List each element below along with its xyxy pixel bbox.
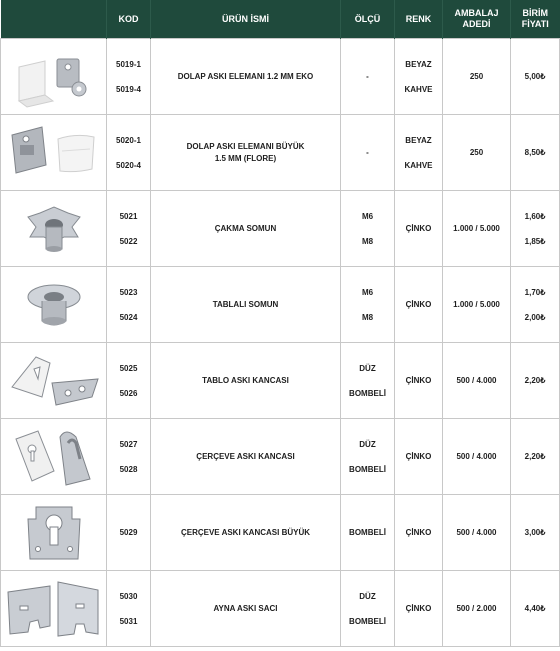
cell-codes: 5021 5022 (107, 191, 151, 267)
cell-price: 4,40₺ (511, 571, 560, 647)
cell-size: BOMBELİ (341, 495, 395, 571)
cell-image (1, 191, 107, 267)
cell-image (1, 115, 107, 191)
table-row (1, 571, 560, 647)
tee-nut-icon (14, 197, 94, 261)
cell-codes: 5023 5024 (107, 267, 151, 343)
cell-pack: 250 (443, 39, 511, 115)
cell-price: 2,20₺ (511, 419, 560, 495)
table-row (1, 343, 560, 419)
mirror-hanger-plate-icon (4, 576, 104, 642)
cell-name: ÇERÇEVE ASKI KANCASI BÜYÜK (151, 495, 341, 571)
cell-name: AYNA ASKI SACI (151, 571, 341, 647)
header-kod: KOD (107, 0, 151, 39)
header-urun: ÜRÜN İSMİ (151, 0, 341, 39)
cell-image (1, 343, 107, 419)
picture-hook-icon (6, 349, 102, 413)
cell-color: BEYAZ KAHVE (395, 115, 443, 191)
cell-name: DOLAP ASKI ELEMANI BÜYÜK 1.5 MM (FLORE) (151, 115, 341, 191)
cell-name: TABLO ASKI KANCASI (151, 343, 341, 419)
cell-codes: 5019-1 5019-4 (107, 39, 151, 115)
cell-name: ÇAKMA SOMUN (151, 191, 341, 267)
table-row (1, 495, 560, 571)
cell-pack: 500 / 4.000 (443, 419, 511, 495)
table-row (1, 39, 560, 115)
cell-name: ÇERÇEVE ASKI KANCASI (151, 419, 341, 495)
cell-color: ÇİNKO (395, 495, 443, 571)
cell-codes: 5020-1 5020-4 (107, 115, 151, 191)
cell-pack: 500 / 4.000 (443, 495, 511, 571)
cell-price: 1,70₺ 2,00₺ (511, 267, 560, 343)
cell-color: ÇİNKO (395, 343, 443, 419)
header-olcu: ÖLÇÜ (341, 0, 395, 39)
cell-price: 2,20₺ (511, 343, 560, 419)
cell-size: M6 M8 (341, 191, 395, 267)
frame-hook-large-icon (14, 499, 94, 567)
cell-color: ÇİNKO (395, 419, 443, 495)
cell-price: 1,60₺ 1,85₺ (511, 191, 560, 267)
cell-price: 5,00₺ (511, 39, 560, 115)
cell-color: ÇİNKO (395, 191, 443, 267)
table-header-row (1, 0, 560, 39)
cell-size: DÜZ BOMBELİ (341, 343, 395, 419)
cell-image (1, 267, 107, 343)
header-fiyat: BİRİM FİYATI (511, 0, 560, 39)
header-renk: RENK (395, 0, 443, 39)
cell-size: - (341, 39, 395, 115)
table-row (1, 419, 560, 495)
cell-size: - (341, 115, 395, 191)
cell-price: 8,50₺ (511, 115, 560, 191)
table-row (1, 191, 560, 267)
cell-image (1, 419, 107, 495)
cell-pack: 500 / 2.000 (443, 571, 511, 647)
cell-codes: 5030 5031 (107, 571, 151, 647)
cell-codes: 5027 5028 (107, 419, 151, 495)
cell-color: ÇİNKO (395, 571, 443, 647)
cell-image (1, 39, 107, 115)
cell-image (1, 571, 107, 647)
cell-size: DÜZ BOMBELİ (341, 571, 395, 647)
cell-name: TABLALI SOMUN (151, 267, 341, 343)
cell-codes: 5029 (107, 495, 151, 571)
cell-pack: 1.000 / 5.000 (443, 191, 511, 267)
cell-color: ÇİNKO (395, 267, 443, 343)
cell-pack: 500 / 4.000 (443, 343, 511, 419)
cell-size: DÜZ BOMBELİ (341, 419, 395, 495)
table-row (1, 115, 560, 191)
cell-size: M6 M8 (341, 267, 395, 343)
cell-pack: 1.000 / 5.000 (443, 267, 511, 343)
flange-nut-icon (14, 273, 94, 337)
cell-codes: 5025 5026 (107, 343, 151, 419)
header-image (1, 0, 107, 39)
cell-pack: 250 (443, 115, 511, 191)
cabinet-hanger-eco-icon (9, 45, 99, 109)
cell-color: BEYAZ KAHVE (395, 39, 443, 115)
frame-hook-icon (6, 425, 102, 489)
cell-price: 3,00₺ (511, 495, 560, 571)
header-ambalaj: AMBALAJ ADEDİ (443, 0, 511, 39)
table-row (1, 267, 560, 343)
cabinet-hanger-large-icon (6, 121, 102, 185)
cell-name: DOLAP ASKI ELEMANI 1.2 MM EKO (151, 39, 341, 115)
cell-image (1, 495, 107, 571)
